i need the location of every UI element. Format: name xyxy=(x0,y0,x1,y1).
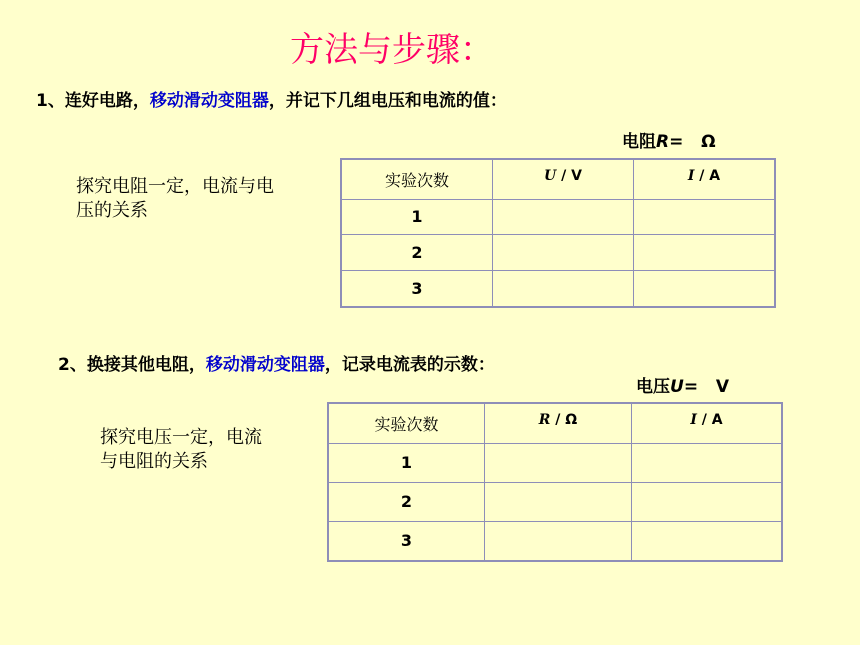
step-2-prefix: 2、换接其他电阻， xyxy=(58,355,206,375)
current-unit: A xyxy=(711,412,723,428)
current-cell[interactable] xyxy=(632,443,783,482)
table-row xyxy=(341,199,775,235)
voltage-value-label xyxy=(636,372,729,397)
step-2-text xyxy=(58,350,495,375)
table-row xyxy=(328,482,782,521)
current-cell[interactable] xyxy=(632,482,783,521)
voltage-column-header: U / V xyxy=(493,159,634,199)
page-title: 方法与步骤： xyxy=(290,30,494,70)
current-column-header: I / A xyxy=(632,403,783,443)
voltage-cell[interactable] xyxy=(493,270,634,307)
current-symbol: I xyxy=(687,168,695,184)
voltage-cell[interactable] xyxy=(493,235,634,271)
trial-count-header: 实验次数 xyxy=(341,159,493,199)
trial-number: 1 xyxy=(341,199,493,235)
resistance-cell[interactable] xyxy=(485,443,632,482)
current-symbol: I xyxy=(690,412,697,428)
step-2-suffix: ，记录电流表的示数： xyxy=(324,355,495,375)
table-row xyxy=(341,235,775,271)
current-cell[interactable] xyxy=(634,235,776,271)
resistance-col-unit: Ω xyxy=(565,412,578,428)
resistance-col-symbol: R xyxy=(538,412,551,428)
resistance-equals: = xyxy=(669,132,684,152)
current-cell[interactable] xyxy=(632,521,783,561)
experiment-1-description: 探究电阻一定，电流与电压的关系 xyxy=(76,176,274,221)
step-1-highlight: 移动滑动变阻器 xyxy=(149,91,269,111)
trial-number: 3 xyxy=(328,521,485,561)
voltage-param-symbol: U xyxy=(670,377,684,397)
resistance-unit: Ω xyxy=(701,132,716,152)
resistance-cell[interactable] xyxy=(485,482,632,521)
trial-number: 2 xyxy=(341,235,493,271)
data-table-2 xyxy=(327,402,783,562)
voltage-symbol: U xyxy=(544,168,557,184)
resistance-cell[interactable] xyxy=(485,521,632,561)
resistance-label: 电阻 xyxy=(622,132,656,152)
resistance-value-label xyxy=(622,127,716,152)
voltage-label: 电压 xyxy=(636,377,670,397)
current-unit: A xyxy=(709,168,721,184)
step-1-prefix: 1、连好电路， xyxy=(36,91,150,111)
step-1-suffix: ，并记下几组电压和电流的值： xyxy=(268,91,507,111)
voltage-unit: V xyxy=(571,168,582,184)
voltage-param-unit: V xyxy=(715,377,729,397)
trial-count-header: 实验次数 xyxy=(328,403,485,443)
trial-number: 2 xyxy=(328,482,485,521)
resistance-column-header: R / Ω xyxy=(485,403,632,443)
resistance-symbol: R xyxy=(656,132,670,152)
voltage-cell[interactable] xyxy=(493,199,634,235)
voltage-equals: = xyxy=(683,377,699,397)
trial-number: 3 xyxy=(341,270,493,307)
data-table-1 xyxy=(340,158,776,308)
table-row xyxy=(341,270,775,307)
experiment-2-description: 探究电压一定，电流与电阻的关系 xyxy=(100,427,262,472)
current-cell[interactable] xyxy=(634,270,776,307)
step-1-text xyxy=(36,86,507,111)
step-2-highlight: 移动滑动变阻器 xyxy=(205,355,325,375)
current-cell[interactable] xyxy=(634,199,776,235)
table-header-row xyxy=(341,159,775,199)
table-header-row xyxy=(328,403,782,443)
current-column-header: I / A xyxy=(634,159,776,199)
table-row xyxy=(328,443,782,482)
table-row xyxy=(328,521,782,561)
trial-number: 1 xyxy=(328,443,485,482)
